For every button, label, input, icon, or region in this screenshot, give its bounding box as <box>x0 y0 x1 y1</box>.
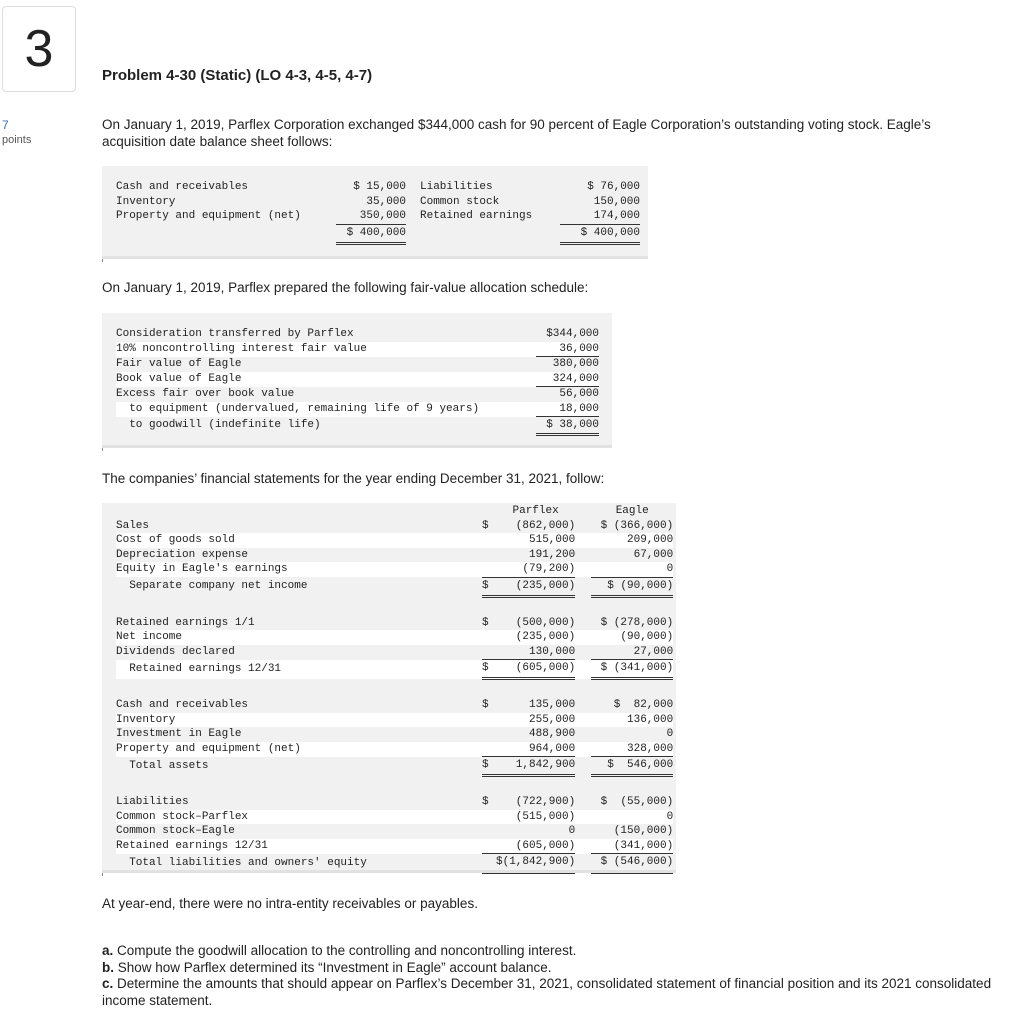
spacer <box>575 795 591 810</box>
fv-schedule-row <box>116 372 599 387</box>
eagle-value: 0 <box>666 810 674 823</box>
balance-sheet-total-row <box>116 224 640 243</box>
fs-label: Common stock–Parflex <box>116 810 249 823</box>
asset-label: Cash and receivables <box>116 181 249 193</box>
parflex-value: (515,000) <box>515 810 576 823</box>
fv-label: to goodwill (indefinite life) <box>116 419 321 432</box>
spacer <box>406 180 420 195</box>
fs-label: Total liabilities and owners' equity <box>116 856 367 869</box>
liability-label: Liabilities <box>420 181 493 193</box>
fs-label: Common stock–Eagle <box>116 825 235 837</box>
spacer <box>575 630 591 645</box>
fv-value: 36,000 <box>536 342 599 357</box>
parflex-value: 135,000 <box>529 699 576 711</box>
fv-label: Excess fair over book value <box>116 387 295 400</box>
fv-label: to equipment (undervalued, remaining life of 9 years) <box>116 402 480 415</box>
fs-row <box>116 630 673 645</box>
spacer <box>575 713 591 728</box>
parflex-sign <box>482 727 496 742</box>
asset-value: 350,000 <box>336 209 406 224</box>
blank-cell <box>116 224 336 243</box>
blank-cell <box>116 504 482 519</box>
eagle-value: (90,000) <box>620 631 674 643</box>
question-text: Compute the goodwill allocation to the controlling and noncontrolling interest. <box>117 943 577 958</box>
eagle-value: $ (546,000) <box>591 854 673 873</box>
fv-label: Consideration transferred by Parflex <box>116 328 354 340</box>
parflex-value: (500,000) <box>515 616 576 629</box>
fs-intro-text: The companies’ financial statements for the year ending December 31, 2021, follow: <box>102 471 605 486</box>
blank-cell <box>575 504 591 519</box>
fs-row <box>116 810 673 825</box>
spacer <box>575 548 591 563</box>
fs-label: Dividends declared <box>116 645 235 658</box>
spacer <box>575 742 591 757</box>
spacer <box>575 727 591 742</box>
question-text: Show how Parflex determined its “Investment in Eagle” account balance. <box>117 959 552 975</box>
fs-row <box>116 713 673 728</box>
parflex-sign: $ <box>482 519 489 532</box>
eagle-value: 209,000 <box>627 534 674 546</box>
asset-value: $ 15,000 <box>353 181 406 193</box>
parflex-value: 488,900 <box>529 728 576 740</box>
assets-total: $ 400,000 <box>336 224 406 243</box>
spacer <box>575 698 591 713</box>
parflex-sign: $ <box>482 757 496 776</box>
spacer <box>575 854 591 873</box>
balance-sheet-row <box>116 195 640 210</box>
parflex-sign <box>482 810 496 825</box>
question-number-box <box>2 6 76 92</box>
parflex-value: (605,000) <box>496 660 575 679</box>
fv-value: $344,000 <box>546 328 599 340</box>
spacer <box>575 839 591 854</box>
eagle-value: (150,000) <box>613 825 674 837</box>
fs-total-row <box>116 660 673 679</box>
parflex-sign: $ <box>482 577 496 596</box>
fs-label: Retained earnings 12/31 <box>116 839 268 852</box>
liability-value: $ 76,000 <box>587 181 640 193</box>
parflex-sign <box>482 630 496 645</box>
liability-label: Common stock <box>420 195 500 208</box>
parflex-value: (79,200) <box>496 562 575 577</box>
parflex-value: (862,000) <box>515 519 576 532</box>
fs-total-row <box>116 757 673 776</box>
parflex-sign <box>482 548 496 563</box>
eagle-value: $ (55,000) <box>600 796 674 808</box>
eagle-value: $ (90,000) <box>591 577 673 596</box>
spacer <box>575 810 591 825</box>
fv-value: 324,000 <box>536 372 599 387</box>
fs-row <box>116 548 673 563</box>
eagle-value: $ (278,000) <box>600 616 674 629</box>
spacer <box>575 824 591 839</box>
fair-value-schedule-table <box>102 313 612 445</box>
parflex-sign: $ <box>482 660 496 679</box>
fv-schedule-row <box>116 357 599 372</box>
blank-cell <box>116 679 673 699</box>
eagle-value: $ 82,000 <box>613 699 674 711</box>
fv-label: Fair value of Eagle <box>116 357 242 370</box>
parflex-value: (605,000) <box>496 839 575 854</box>
fv-value: 18,000 <box>536 402 599 417</box>
liability-label: Retained earnings <box>420 210 533 223</box>
fv-label: Book value of Eagle <box>116 372 242 385</box>
parflex-value: (722,900) <box>515 796 576 808</box>
points-value: 7 <box>2 118 9 132</box>
liability-value: 174,000 <box>560 209 640 224</box>
eagle-value: 328,000 <box>591 742 673 757</box>
eagle-value: 0 <box>591 562 673 577</box>
question-item <box>102 976 1002 1009</box>
spacer <box>575 660 591 679</box>
financial-statements-table <box>102 503 676 870</box>
parflex-value: 1,842,900 <box>496 757 575 776</box>
fs-row <box>116 533 673 548</box>
fs-row <box>116 645 673 660</box>
blank-cell <box>116 776 673 796</box>
liabilities-total: $ 400,000 <box>560 224 640 243</box>
section-gap <box>116 679 673 699</box>
fs-row <box>116 698 673 713</box>
parflex-sign <box>482 562 496 577</box>
eagle-header: Eagle <box>615 505 649 517</box>
eagle-value: $ 546,000 <box>591 757 673 776</box>
eagle-value: 27,000 <box>591 645 673 660</box>
parflex-sign <box>482 854 496 873</box>
parflex-sign: $ <box>482 699 489 711</box>
fv-schedule-row <box>116 402 599 417</box>
spacer <box>406 224 420 243</box>
fs-row <box>116 795 673 810</box>
parflex-header: Parflex <box>512 505 559 517</box>
blank-cell <box>482 504 496 519</box>
fs-label: Depreciation expense <box>116 548 249 561</box>
fs-row <box>116 824 673 839</box>
balance-sheet-table <box>102 166 648 256</box>
fs-label: Cost of goods sold <box>116 534 235 546</box>
fs-total-row <box>116 577 673 596</box>
fs-label: Total assets <box>116 759 209 772</box>
parflex-value: 130,000 <box>496 645 575 660</box>
question-number: 3 <box>24 20 54 78</box>
spacer <box>575 519 591 534</box>
eagle-value: 67,000 <box>633 548 674 561</box>
eagle-value: $ (341,000) <box>591 660 673 679</box>
eagle-value: (341,000) <box>591 839 673 854</box>
fv-schedule-row <box>116 342 599 357</box>
parflex-value: 255,000 <box>529 713 576 726</box>
question-list <box>102 943 1002 1009</box>
section-gap <box>116 776 673 796</box>
parflex-value: (235,000) <box>496 577 575 596</box>
fv-label: 10% noncontrolling interest fair value <box>116 342 367 355</box>
spacer <box>575 616 591 631</box>
parflex-value: $(1,842,900) <box>496 854 575 873</box>
fs-label: Investment in Eagle <box>116 728 242 740</box>
parflex-value: 515,000 <box>529 534 576 546</box>
spacer <box>575 645 591 660</box>
spacer <box>575 757 591 776</box>
parflex-value: 964,000 <box>496 742 575 757</box>
parflex-sign <box>482 645 496 660</box>
yearend-note: At year-end, there were no intra-entity receivables or payables. <box>102 896 478 911</box>
fs-row <box>116 519 673 534</box>
parflex-value: (235,000) <box>515 631 576 643</box>
question-letter: b. <box>102 959 114 975</box>
fs-label: Retained earnings 12/31 <box>116 662 282 675</box>
question-text: Determine the amounts that should appear on Parflex’s December 31, 2021, consolidated statement of financial position and its 2021 consolidated income statement. <box>102 976 992 1008</box>
question-letter: a. <box>102 943 114 958</box>
fs-label: Cash and receivables <box>116 699 249 711</box>
eagle-value: 136,000 <box>627 713 674 726</box>
fv-value: 380,000 <box>552 358 599 370</box>
fv-value: $ 38,000 <box>536 417 599 435</box>
fs-total-row <box>116 854 673 873</box>
parflex-sign <box>482 533 496 548</box>
spacer <box>575 577 591 596</box>
fv-schedule-row <box>116 387 599 402</box>
parflex-sign <box>482 742 496 757</box>
asset-value: 35,000 <box>366 195 406 208</box>
liability-value: 150,000 <box>593 195 640 208</box>
fs-label: Retained earnings 1/1 <box>116 616 255 629</box>
spacer <box>575 533 591 548</box>
fs-row <box>116 742 673 757</box>
fv-schedule-row <box>116 327 599 342</box>
parflex-sign <box>482 839 496 854</box>
problem-title: Problem 4-30 (Static) (LO 4-3, 4-5, 4-7) <box>102 67 373 84</box>
parflex-value: 0 <box>568 825 576 837</box>
parflex-value: 191,200 <box>529 548 576 561</box>
fs-label: Property and equipment (net) <box>116 742 301 755</box>
fs-row <box>116 839 673 854</box>
fs-label: Separate company net income <box>116 580 308 593</box>
parflex-sign: $ <box>482 616 489 629</box>
parflex-sign <box>482 713 496 728</box>
section-gap <box>116 596 673 616</box>
fv-value: 56,000 <box>559 388 599 400</box>
fs-label: Sales <box>116 519 150 532</box>
question-item <box>102 943 1002 960</box>
fv-schedule-row <box>116 417 599 435</box>
question-item <box>102 960 1002 977</box>
spacer <box>575 562 591 577</box>
asset-label: Inventory <box>116 195 176 208</box>
balance-sheet-row <box>116 209 640 224</box>
intro-text: On January 1, 2019, Parflex Corporation exchanged $344,000 cash for 90 percent of Eagle Corporation’s outstanding voting stock. Eagle’s acquisition date balance sheet follows: <box>102 117 931 149</box>
blank-cell <box>116 596 673 616</box>
fs-header-row <box>116 504 673 519</box>
fs-label: Equity in Eagle's earnings <box>116 563 288 576</box>
parflex-sign <box>482 824 496 839</box>
parflex-sign: $ <box>482 796 489 808</box>
eagle-value: $ (366,000) <box>600 519 674 532</box>
fv-intro-text: On January 1, 2019, Parflex prepared the following fair-value allocation schedule: <box>102 280 589 295</box>
fs-row <box>116 616 673 631</box>
asset-label: Property and equipment (net) <box>116 210 301 223</box>
fs-row <box>116 727 673 742</box>
fs-label: Inventory <box>116 713 176 726</box>
eagle-value: 0 <box>666 728 674 740</box>
balance-sheet-row <box>116 180 640 195</box>
blank-cell <box>420 224 560 243</box>
question-letter: c. <box>102 976 114 991</box>
spacer <box>406 195 420 210</box>
fs-label: Net income <box>116 631 183 643</box>
fs-label: Liabilities <box>116 796 189 808</box>
fs-row <box>116 562 673 577</box>
points-label: points <box>2 134 32 146</box>
spacer <box>406 209 420 224</box>
